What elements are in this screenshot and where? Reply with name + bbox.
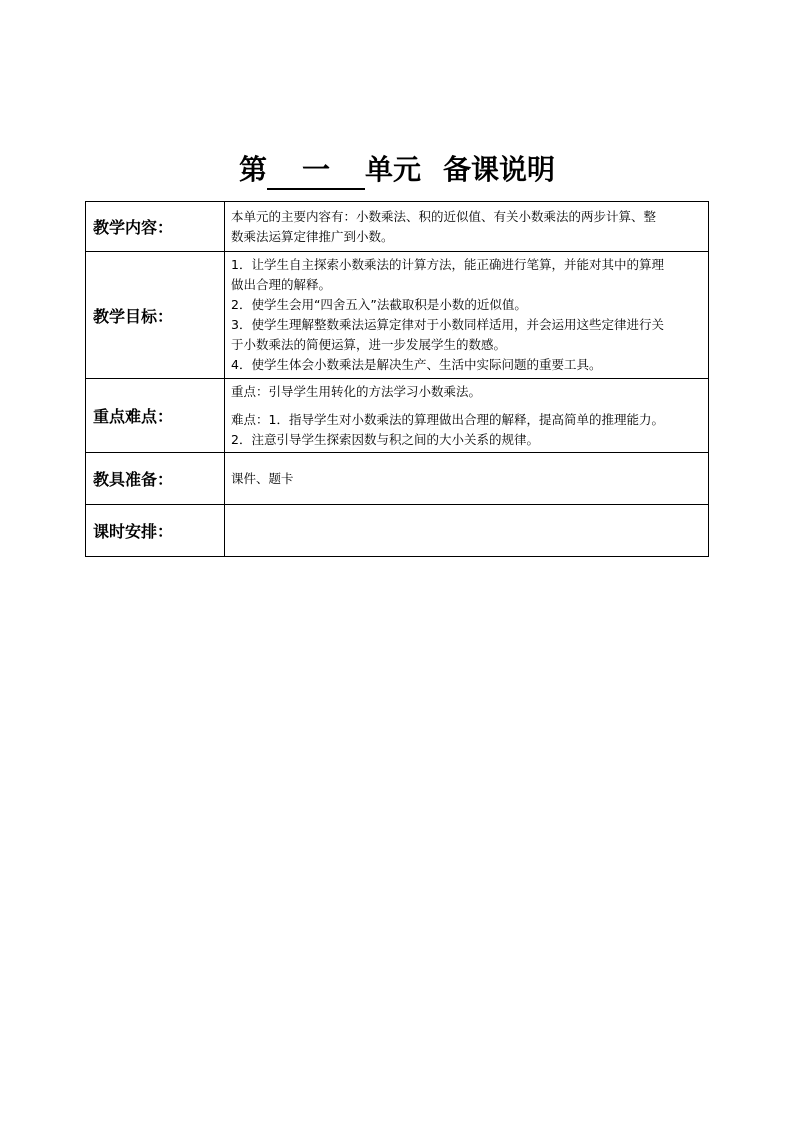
title-subtitle: 备课说明 [443,153,556,186]
content-line: 于小数乘法的简便运算，进一步发展学生的数感。 [231,337,507,352]
table-row-teaching-objectives [86,252,709,379]
table-row-key-points [86,379,709,453]
unit-number: 一 [267,152,365,190]
row-content-class-schedule [225,505,709,557]
content-line: 4．使学生体会小数乘法是解决生产、生活中实际问题的重要工具。 [231,357,602,372]
row-content-teaching-objectives [225,252,709,379]
content-line: 3．使学生理解整数乘法运算定律对于小数同样适用，并会运用这些定律进行关 [231,317,664,332]
table-row-teaching-aids [86,453,709,505]
content-line: 做出合理的解释。 [231,277,332,292]
content-line: 课件、题卡 [231,470,294,486]
row-content-teaching-aids [225,453,709,505]
table-row-teaching-content [86,202,709,252]
table-row-class-schedule [86,505,709,557]
content-line: 2．使学生会用“四舍五入”法截取积是小数的近似值。 [231,297,527,312]
title-prefix: 第 [238,153,267,186]
title-suffix: 单元 [364,153,421,186]
content-line: 本单元的主要内容有：小数乘法、积的近似值、有关小数乘法的两步计算、整 [231,208,657,224]
content-line: 数乘法运算定律推广到小数。 [231,228,394,244]
row-label-class-schedule: 课时安排： [86,505,225,557]
content-line: 重点：引导学生用转化的方法学习小数乘法。 [231,383,482,399]
content-line: 难点：1．指导学生对小数乘法的算理做出合理的解释，提高简单的推理能力。 [231,411,664,427]
page-title [0,150,794,190]
row-content-key-points [225,379,709,453]
row-label-teaching-objectives: 教学目标： [86,252,225,379]
content-line: 2．注意引导学生探索因数与积之间的大小关系的规律。 [231,431,539,447]
content-line: 1．让学生自主探索小数乘法的计算方法，能正确进行笔算，并能对其中的算理 [231,257,664,272]
row-label-teaching-content: 教学内容： [86,202,225,252]
lesson-plan-table [85,201,709,557]
row-label-teaching-aids: 教具准备： [86,453,225,505]
row-label-key-points: 重点难点： [86,379,225,453]
row-content-teaching-content [225,202,709,252]
